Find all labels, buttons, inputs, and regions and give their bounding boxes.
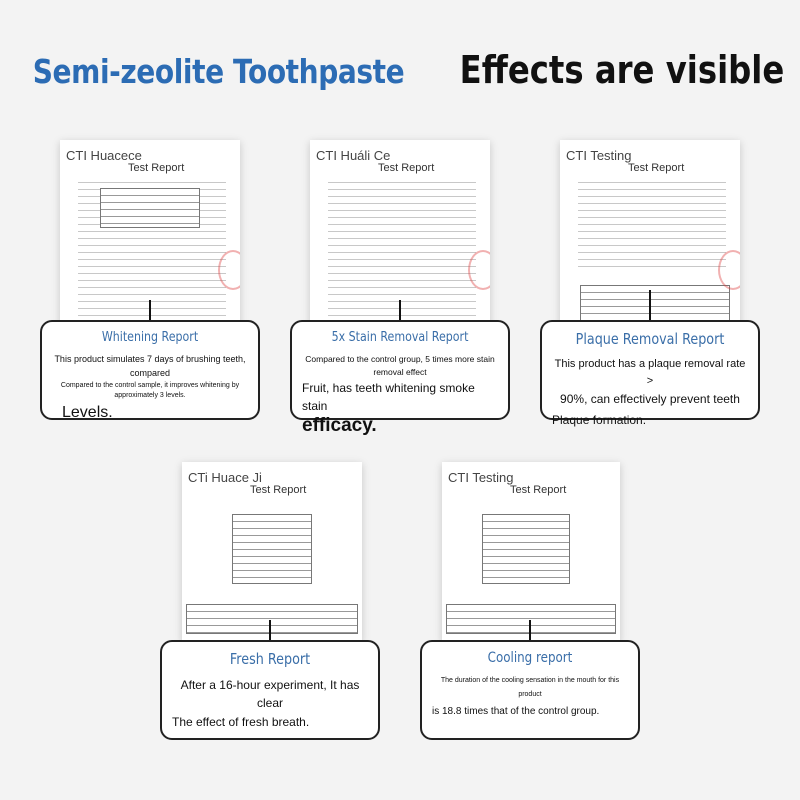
callout-text: Plaque formation. [552, 412, 647, 427]
fresh-report-callout [160, 640, 380, 740]
callout-text: This product has a plaque removal rate > [554, 358, 746, 387]
doc-title: Test Report [628, 162, 685, 174]
document-table [186, 604, 358, 634]
lab-name: CTI Testing [448, 470, 514, 485]
document-text-lines [328, 182, 476, 324]
callout-heading: Whitening Report [101, 330, 199, 345]
callout-text: This product simulates 7 days of brushing teeth, compared [54, 354, 246, 378]
connector-line [649, 290, 651, 322]
callout-text: The effect of fresh breath. [172, 715, 310, 729]
plaque-report-callout [540, 320, 760, 427]
callout-heading: Plaque Removal Report [575, 330, 725, 348]
document-table [232, 514, 312, 584]
callout-text: Fruit, has teeth whitening smoke stain [302, 380, 475, 413]
callout-text: The duration of the cooling sensation in the mouth for this product [440, 677, 620, 698]
callout-heading: Cooling report [487, 650, 573, 666]
lab-name: CTI Huacece [66, 148, 142, 163]
callout-text: approximately 3 levels. [114, 392, 186, 400]
doc-title: Test Report [128, 162, 185, 174]
lab-name: CTI Huáli Ce [316, 148, 391, 163]
doc-title: Test Report [510, 484, 567, 496]
doc-title: Test Report [250, 484, 307, 496]
doc-title: Test Report [378, 162, 435, 174]
callout-heading: Fresh Report [229, 650, 311, 668]
title-product: Semi-zeolite Toothpaste [32, 52, 405, 91]
connector-line [529, 620, 531, 642]
callout-text: Compared to the control sample, it improves whitening by [60, 382, 240, 389]
title-tagline: Effects are visible [460, 48, 785, 92]
stamp-icon [718, 250, 740, 290]
document-table [482, 514, 570, 584]
document-table [580, 285, 730, 325]
document-table [100, 188, 200, 228]
stamp-icon [468, 250, 490, 290]
fresh-report-document [182, 462, 362, 642]
callout-text: 90%, can effectively prevent teeth [560, 392, 740, 406]
callout-text: is 18.8 times that of the control group. [432, 706, 600, 717]
cooling-report-document [442, 462, 620, 642]
connector-line [269, 620, 271, 642]
whitening-report-callout [40, 320, 260, 420]
lab-name: CTi Huace Ji [188, 470, 262, 485]
page-title [0, 48, 800, 92]
callout-heading: 5x Stain Removal Report [331, 330, 469, 345]
connector-line [149, 300, 151, 322]
callout-text: efficacy. [302, 414, 377, 436]
document-text-lines [578, 182, 726, 270]
stain-report-callout [290, 320, 510, 436]
stamp-icon [218, 250, 240, 290]
connector-line [399, 300, 401, 322]
document-table [446, 604, 616, 634]
callout-text: Compared to the control group, 5 times more stain [305, 354, 495, 364]
callout-text: After a 16-hour experiment, It has clear [180, 678, 360, 710]
callout-text: removal effect [373, 366, 427, 377]
lab-name: CTI Testing [566, 148, 632, 163]
callout-text: Levels. [62, 403, 113, 421]
cooling-report-callout [420, 640, 640, 740]
